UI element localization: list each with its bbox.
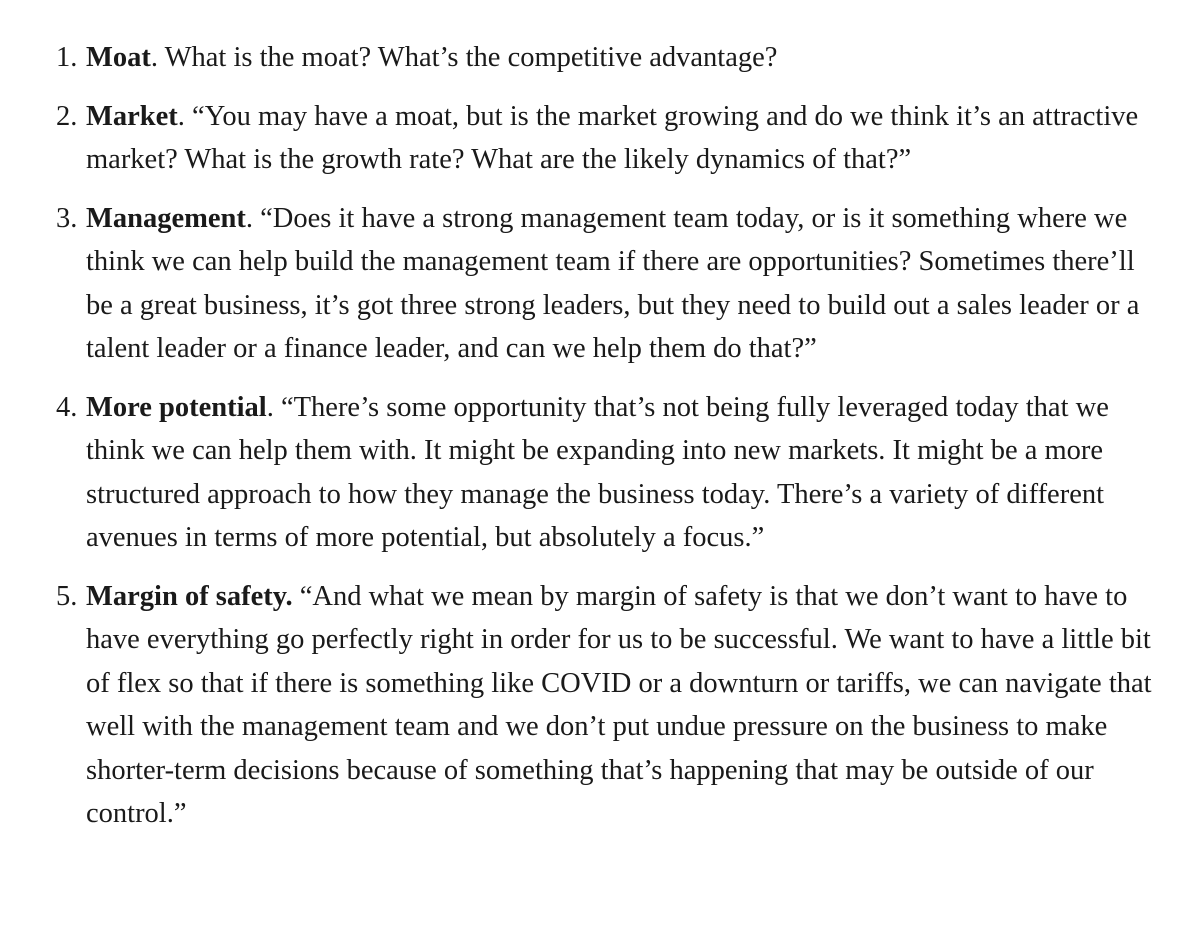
list-item-moat [56,36,1156,80]
list-item-management [56,197,1156,371]
item-number: 1. [56,42,78,73]
item-term-separator: . [150,42,159,73]
numbered-list [56,36,1156,851]
item-term: Management [86,202,246,234]
list-item-more-potential [56,386,1156,560]
item-text: “There’s some opportunity that’s not being fully leveraged today that we think we can help them with. It might be expanding into new markets. It might be a more structured approach to how they manage the business today. There’s a variety of different avenues in terms of more potential, but absolutely a focus.” [86,391,1109,553]
item-term: Market [86,100,178,132]
item-number: 3. [56,202,78,234]
item-term: Moat [86,42,151,73]
item-text: “You may have a moat, but is the market growing and do we think it’s an attractive market? What is the growth rate? What are the likely dynamics of that?” [86,100,1139,175]
item-term: Margin of safety. [86,580,293,612]
list-item-margin-of-safety [56,575,1156,836]
item-number: 4. [56,391,78,423]
item-text: What is the moat? What’s the competitive advantage? [158,42,778,73]
item-text: “And what we mean by margin of safety is that we don’t want to have to have everything go perfectly right in order for us to be successful. We want to have a little bit of flex so that if there is something like COVID or a downturn or tariffs, we can navigate that well with the management team and we don’t put undue pressure on the business to make shorter-term decisions because of something that’s happening that may be outside of our control.” [86,580,1152,829]
list-item-market [56,95,1156,182]
item-number: 5. [56,580,78,612]
item-number: 2. [56,100,78,132]
item-term: More potential [86,391,267,423]
item-term-separator: . [245,202,254,234]
item-text: “Does it have a strong management team today, or is it something where we think we can help build the management team if there are opportunities? Sometimes there’ll be a great business, it’s got three strong leaders, but they need to build out a sales leader or a talent leader or a finance leader, and can we help them do that?” [86,202,1140,364]
item-term-separator: . [177,100,185,132]
item-term-separator: . [266,391,274,423]
